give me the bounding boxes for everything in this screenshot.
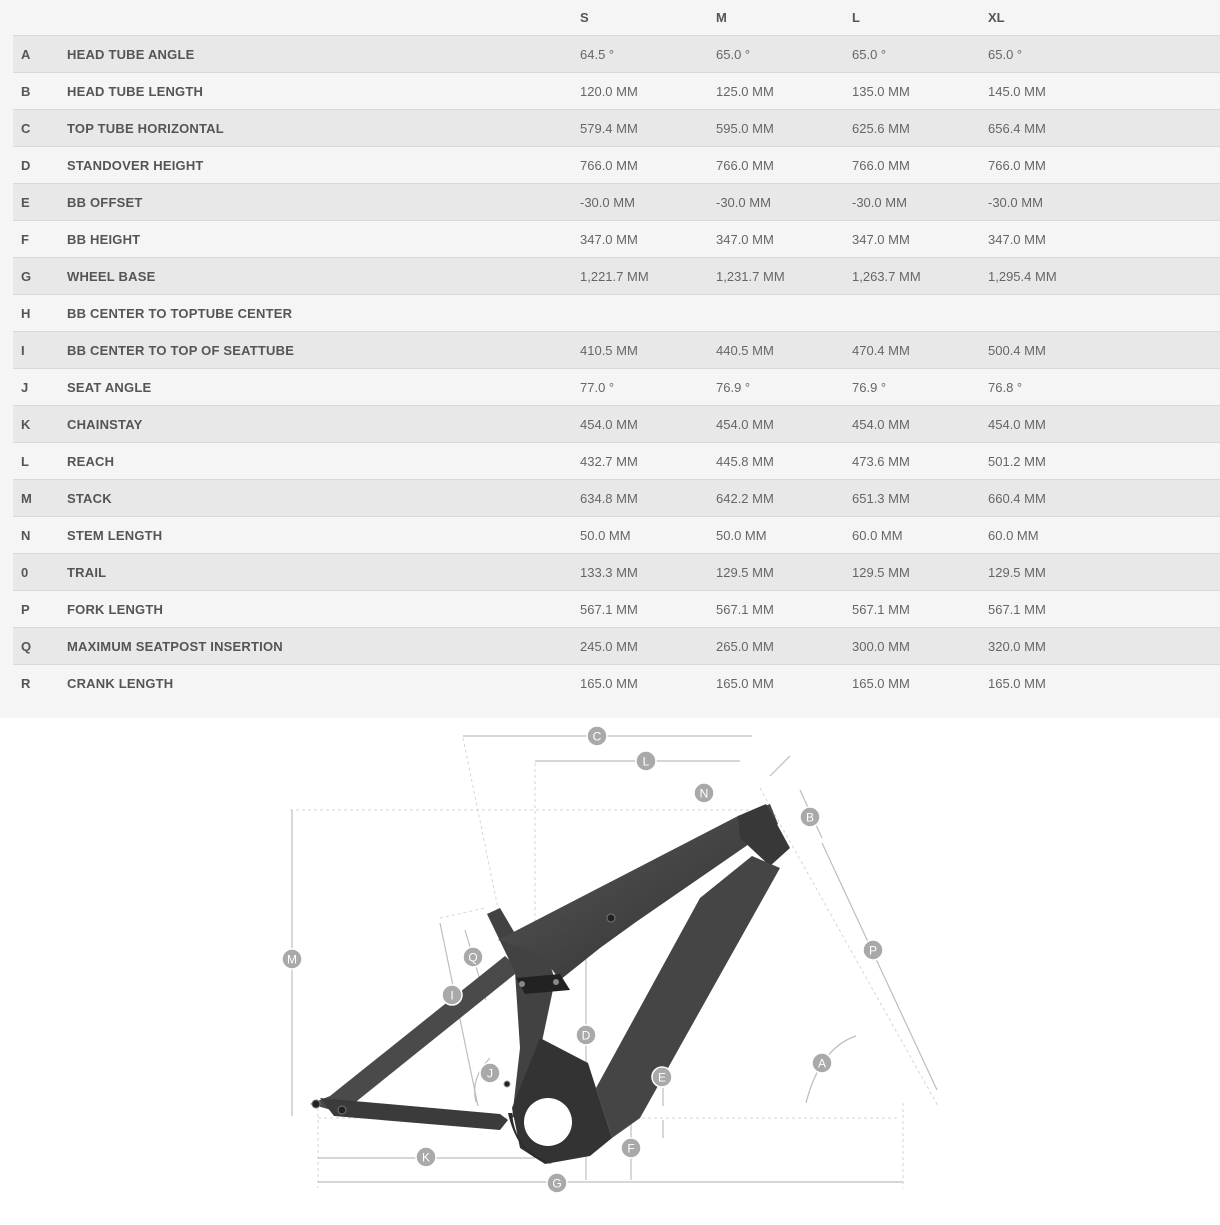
geometry-table-body [13,36,1220,702]
header-name [67,0,580,36]
row-value-s: 347.0 MM [580,221,716,258]
row-letter: N [13,517,67,554]
marker-b [800,807,820,827]
row-value-l: 76.9 ° [852,369,988,406]
marker-f [621,1138,641,1158]
row-value-xl: 660.4 MM [988,480,1220,517]
row-value-s: 432.7 MM [580,443,716,480]
row-value-m: 125.0 MM [716,73,852,110]
row-letter: E [13,184,67,221]
row-letter: R [13,665,67,702]
marker-g [547,1173,567,1193]
table-row [13,628,1220,665]
row-value-xl [988,295,1220,332]
row-value-l [852,295,988,332]
marker-k [416,1147,436,1167]
row-value-m: 445.8 MM [716,443,852,480]
row-value-l: 135.0 MM [852,73,988,110]
marker-m [282,949,302,969]
row-value-m: 347.0 MM [716,221,852,258]
table-row [13,591,1220,628]
row-value-m: 76.9 ° [716,369,852,406]
marker-j [480,1063,500,1083]
header-size-l: L [852,0,988,36]
marker-label: E [657,1070,667,1085]
row-value-xl: -30.0 MM [988,184,1220,221]
row-value-l: 470.4 MM [852,332,988,369]
marker-label: F [627,1141,635,1156]
marker-label: Q [468,950,478,965]
row-value-xl: 656.4 MM [988,110,1220,147]
row-value-xl: 500.4 MM [988,332,1220,369]
table-row [13,517,1220,554]
marker-label: B [805,810,815,825]
row-value-xl: 145.0 MM [988,73,1220,110]
row-letter: Q [13,628,67,665]
row-letter: J [13,369,67,406]
row-value-m: 65.0 ° [716,36,852,73]
row-letter: M [13,480,67,517]
row-value-s: 64.5 ° [580,36,716,73]
row-letter: C [13,110,67,147]
row-value-xl: 501.2 MM [988,443,1220,480]
row-value-xl: 766.0 MM [988,147,1220,184]
row-letter: L [13,443,67,480]
marker-a [812,1053,832,1073]
marker-label: P [868,943,878,958]
row-letter: G [13,258,67,295]
row-measurement-name: CHAINSTAY [67,406,580,443]
row-letter: H [13,295,67,332]
row-value-l: 1,263.7 MM [852,258,988,295]
marker-label: C [592,729,602,744]
row-value-l: 60.0 MM [852,517,988,554]
marker-label: D [581,1028,591,1043]
row-value-xl: 567.1 MM [988,591,1220,628]
row-measurement-name: STACK [67,480,580,517]
table-row [13,184,1220,221]
row-value-l: 165.0 MM [852,665,988,702]
row-value-l: 454.0 MM [852,406,988,443]
row-measurement-name: BB HEIGHT [67,221,580,258]
row-value-l: 65.0 ° [852,36,988,73]
row-measurement-name: STEM LENGTH [67,517,580,554]
table-row [13,406,1220,443]
row-value-m: 165.0 MM [716,665,852,702]
row-value-s: 454.0 MM [580,406,716,443]
row-measurement-name: BB OFFSET [67,184,580,221]
row-value-l: 347.0 MM [852,221,988,258]
table-row [13,332,1220,369]
row-letter: P [13,591,67,628]
marker-p [863,940,883,960]
row-value-s: 766.0 MM [580,147,716,184]
frame-diagram-svg [0,718,1220,1220]
row-value-xl: 320.0 MM [988,628,1220,665]
row-value-m: 567.1 MM [716,591,852,628]
row-value-m: 454.0 MM [716,406,852,443]
table-row [13,73,1220,110]
row-value-xl: 165.0 MM [988,665,1220,702]
table-header-row [13,0,1220,36]
table-row [13,665,1220,702]
table-row [13,36,1220,73]
row-value-s: 634.8 MM [580,480,716,517]
row-value-xl: 454.0 MM [988,406,1220,443]
row-value-s: 1,221.7 MM [580,258,716,295]
row-value-l: 129.5 MM [852,554,988,591]
row-measurement-name: BB CENTER TO TOP OF SEATTUBE [67,332,580,369]
row-letter: 0 [13,554,67,591]
frame-geometry-diagram [0,718,1220,1220]
marker-label: J [487,1066,493,1081]
row-value-xl: 1,295.4 MM [988,258,1220,295]
table-row [13,554,1220,591]
row-measurement-name: STANDOVER HEIGHT [67,147,580,184]
row-measurement-name: FORK LENGTH [67,591,580,628]
marker-label: G [552,1176,562,1191]
row-value-m: 129.5 MM [716,554,852,591]
row-letter: I [13,332,67,369]
header-size-m: M [716,0,852,36]
marker-e [652,1067,672,1087]
row-value-xl: 60.0 MM [988,517,1220,554]
row-measurement-name: WHEEL BASE [67,258,580,295]
row-value-s: 133.3 MM [580,554,716,591]
row-value-l: 766.0 MM [852,147,988,184]
marker-d [576,1025,596,1045]
marker-label: K [421,1150,431,1165]
row-letter: D [13,147,67,184]
row-value-m: 50.0 MM [716,517,852,554]
marker-l [636,751,656,771]
marker-q [463,947,483,967]
row-measurement-name: BB CENTER TO TOPTUBE CENTER [67,295,580,332]
row-value-s: 410.5 MM [580,332,716,369]
row-value-s: 50.0 MM [580,517,716,554]
table-row [13,147,1220,184]
row-value-m: 595.0 MM [716,110,852,147]
row-value-m: 642.2 MM [716,480,852,517]
geometry-table [13,0,1220,701]
row-measurement-name: TOP TUBE HORIZONTAL [67,110,580,147]
marker-label: N [699,786,709,801]
header-letter [13,0,67,36]
marker-c [587,726,607,746]
marker-label: L [642,754,650,769]
row-value-xl: 347.0 MM [988,221,1220,258]
row-value-m: 265.0 MM [716,628,852,665]
row-value-s: 77.0 ° [580,369,716,406]
row-value-l: 473.6 MM [852,443,988,480]
row-value-s: 579.4 MM [580,110,716,147]
row-value-xl: 65.0 ° [988,36,1220,73]
row-letter: K [13,406,67,443]
row-measurement-name: SEAT ANGLE [67,369,580,406]
header-size-xl: XL [988,0,1220,36]
row-measurement-name: TRAIL [67,554,580,591]
table-row [13,369,1220,406]
table-row [13,221,1220,258]
row-value-m: -30.0 MM [716,184,852,221]
row-value-m: 766.0 MM [716,147,852,184]
table-row [13,110,1220,147]
table-row [13,295,1220,332]
row-value-l: 651.3 MM [852,480,988,517]
row-value-s [580,295,716,332]
row-value-l: 625.6 MM [852,110,988,147]
row-value-s: 120.0 MM [580,73,716,110]
header-size-s: S [580,0,716,36]
row-value-s: 567.1 MM [580,591,716,628]
table-row [13,443,1220,480]
row-measurement-name: MAXIMUM SEATPOST INSERTION [67,628,580,665]
table-row [13,258,1220,295]
row-value-m: 440.5 MM [716,332,852,369]
row-value-m [716,295,852,332]
row-value-xl: 129.5 MM [988,554,1220,591]
row-value-l: 567.1 MM [852,591,988,628]
bike-frame [310,804,790,1164]
row-value-m: 1,231.7 MM [716,258,852,295]
row-measurement-name: REACH [67,443,580,480]
row-value-l: 300.0 MM [852,628,988,665]
row-letter: B [13,73,67,110]
row-value-l: -30.0 MM [852,184,988,221]
row-value-s: 165.0 MM [580,665,716,702]
row-measurement-name: CRANK LENGTH [67,665,580,702]
row-measurement-name: HEAD TUBE ANGLE [67,36,580,73]
marker-label: M [287,952,297,967]
row-measurement-name: HEAD TUBE LENGTH [67,73,580,110]
marker-i [442,985,462,1005]
row-letter: A [13,36,67,73]
table-row [13,480,1220,517]
marker-label: A [817,1056,827,1071]
row-letter: F [13,221,67,258]
marker-n [694,783,714,803]
row-value-s: 245.0 MM [580,628,716,665]
row-value-xl: 76.8 ° [988,369,1220,406]
row-value-s: -30.0 MM [580,184,716,221]
marker-label: I [450,988,454,1003]
